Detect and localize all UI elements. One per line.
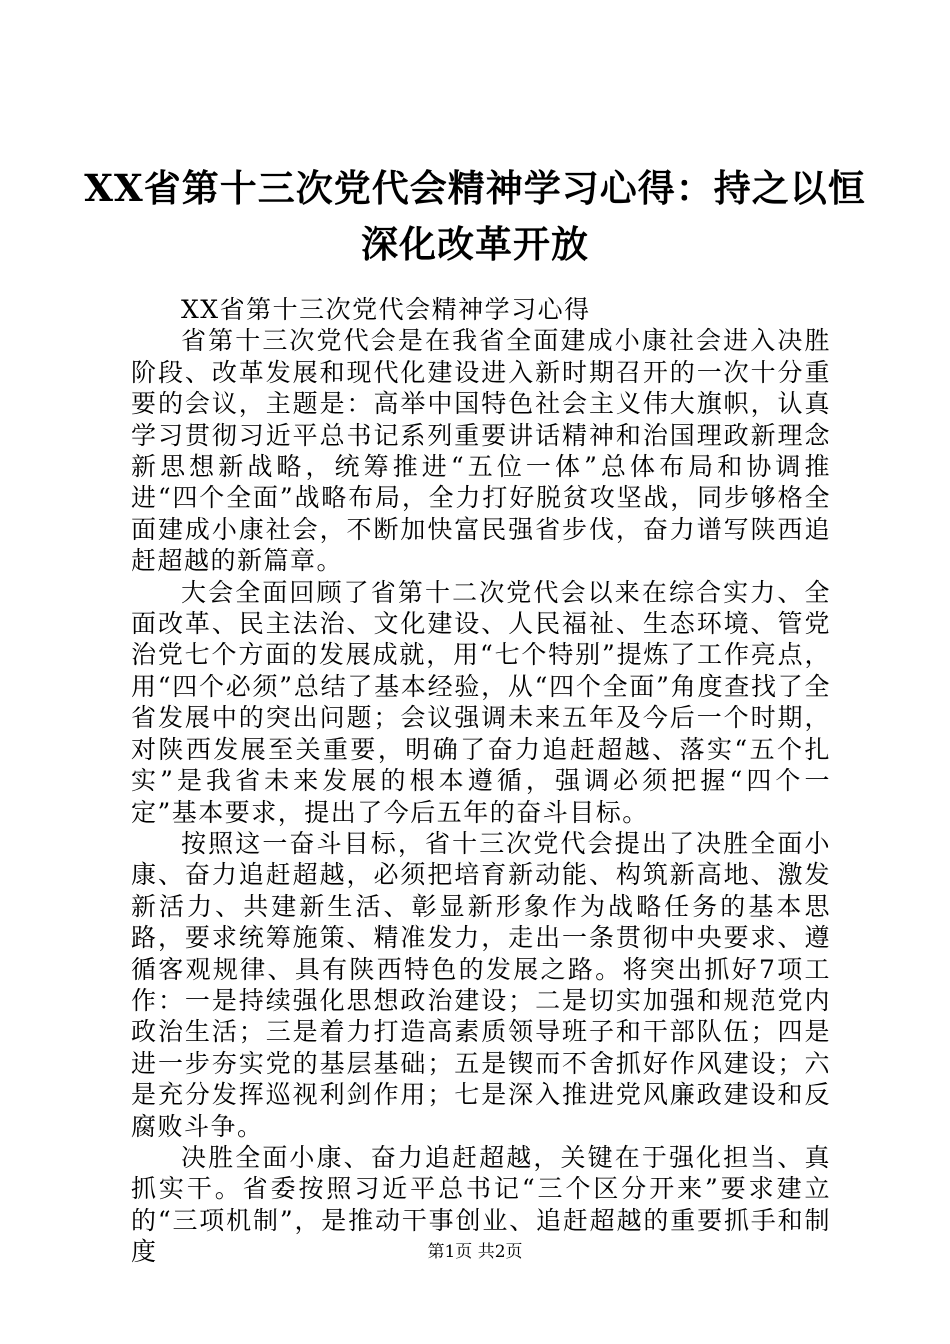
paragraph-3: 按照这一奋斗目标，省十三次党代会提出了决胜全面小康、奋力追赶超越，必须把培育新动能、构筑新高地、激发新活力、共建新生活、彰显新形象作为战略任务的基本思路，要求统筹施策、精准发力，走出一条贯彻中央要求、遵循客观规律、具有陕西特色的发展之路。将突出抓好7项工作：一是持续强化思想政治建设；二是切实加强和规范党内政治生活；三是着力打造高素质领导班子和干部队伍；四是进一步夯实党的基层基础；五是锲而不舍抓好作风建设；六是充分发挥巡视利剑作用；七是深入推进党风廉政建设和反腐败斗争。: [131, 828, 831, 1141]
paragraph-subtitle: XX省第十三次党代会精神学习心得: [181, 295, 591, 324]
document-body: [131, 294, 831, 1268]
page-footer: 第1页 共2页: [427, 1242, 523, 1262]
paragraph-4: 决胜全面小康、奋力追赶超越，关键在于强化担当、真抓实干。省委按照习近平总书记“三个区分开来”要求建立的“三项机制”，是推动干事创业、追赶超越的重要抓手和制度: [131, 1142, 831, 1267]
paragraph-1: 省第十三次党代会是在我省全面建成小康社会进入决胜阶段、改革发展和现代化建设进入新时期召开的一次十分重要的会议，主题是：高举中国特色社会主义伟大旗帜，认真学习贯彻习近平总书记系列重要讲话精神和治国理政新理念新思想新战略，统筹推进“五位一体”总体布局和协调推进“四个全面”战略布局，全力打好脱贫攻坚战，同步够格全面建成小康社会，不断加快富民强省步伐，奋力谱写陕西追赶超越的新篇章。: [131, 326, 831, 576]
document-title: XX省第十三次党代会精神学习心得：持之以恒深化改革开放: [84, 166, 866, 266]
paragraph-2: 大会全面回顾了省第十二次党代会以来在综合实力、全面改革、民主法治、文化建设、人民福祉、生态环境、管党治党七个方面的发展成就，用“七个特别”提炼了工作亮点，用“四个必须”总结了基本经验，从“四个全面”角度查找了全省发展中的突出问题；会议强调未来五年及今后一个时期，对陕西发展至关重要，明确了奋力追赶超越、落实“五个扎实”是我省未来发展的根本遵循，强调必须把握“四个一定”基本要求，提出了今后五年的奋斗目标。: [131, 577, 831, 827]
